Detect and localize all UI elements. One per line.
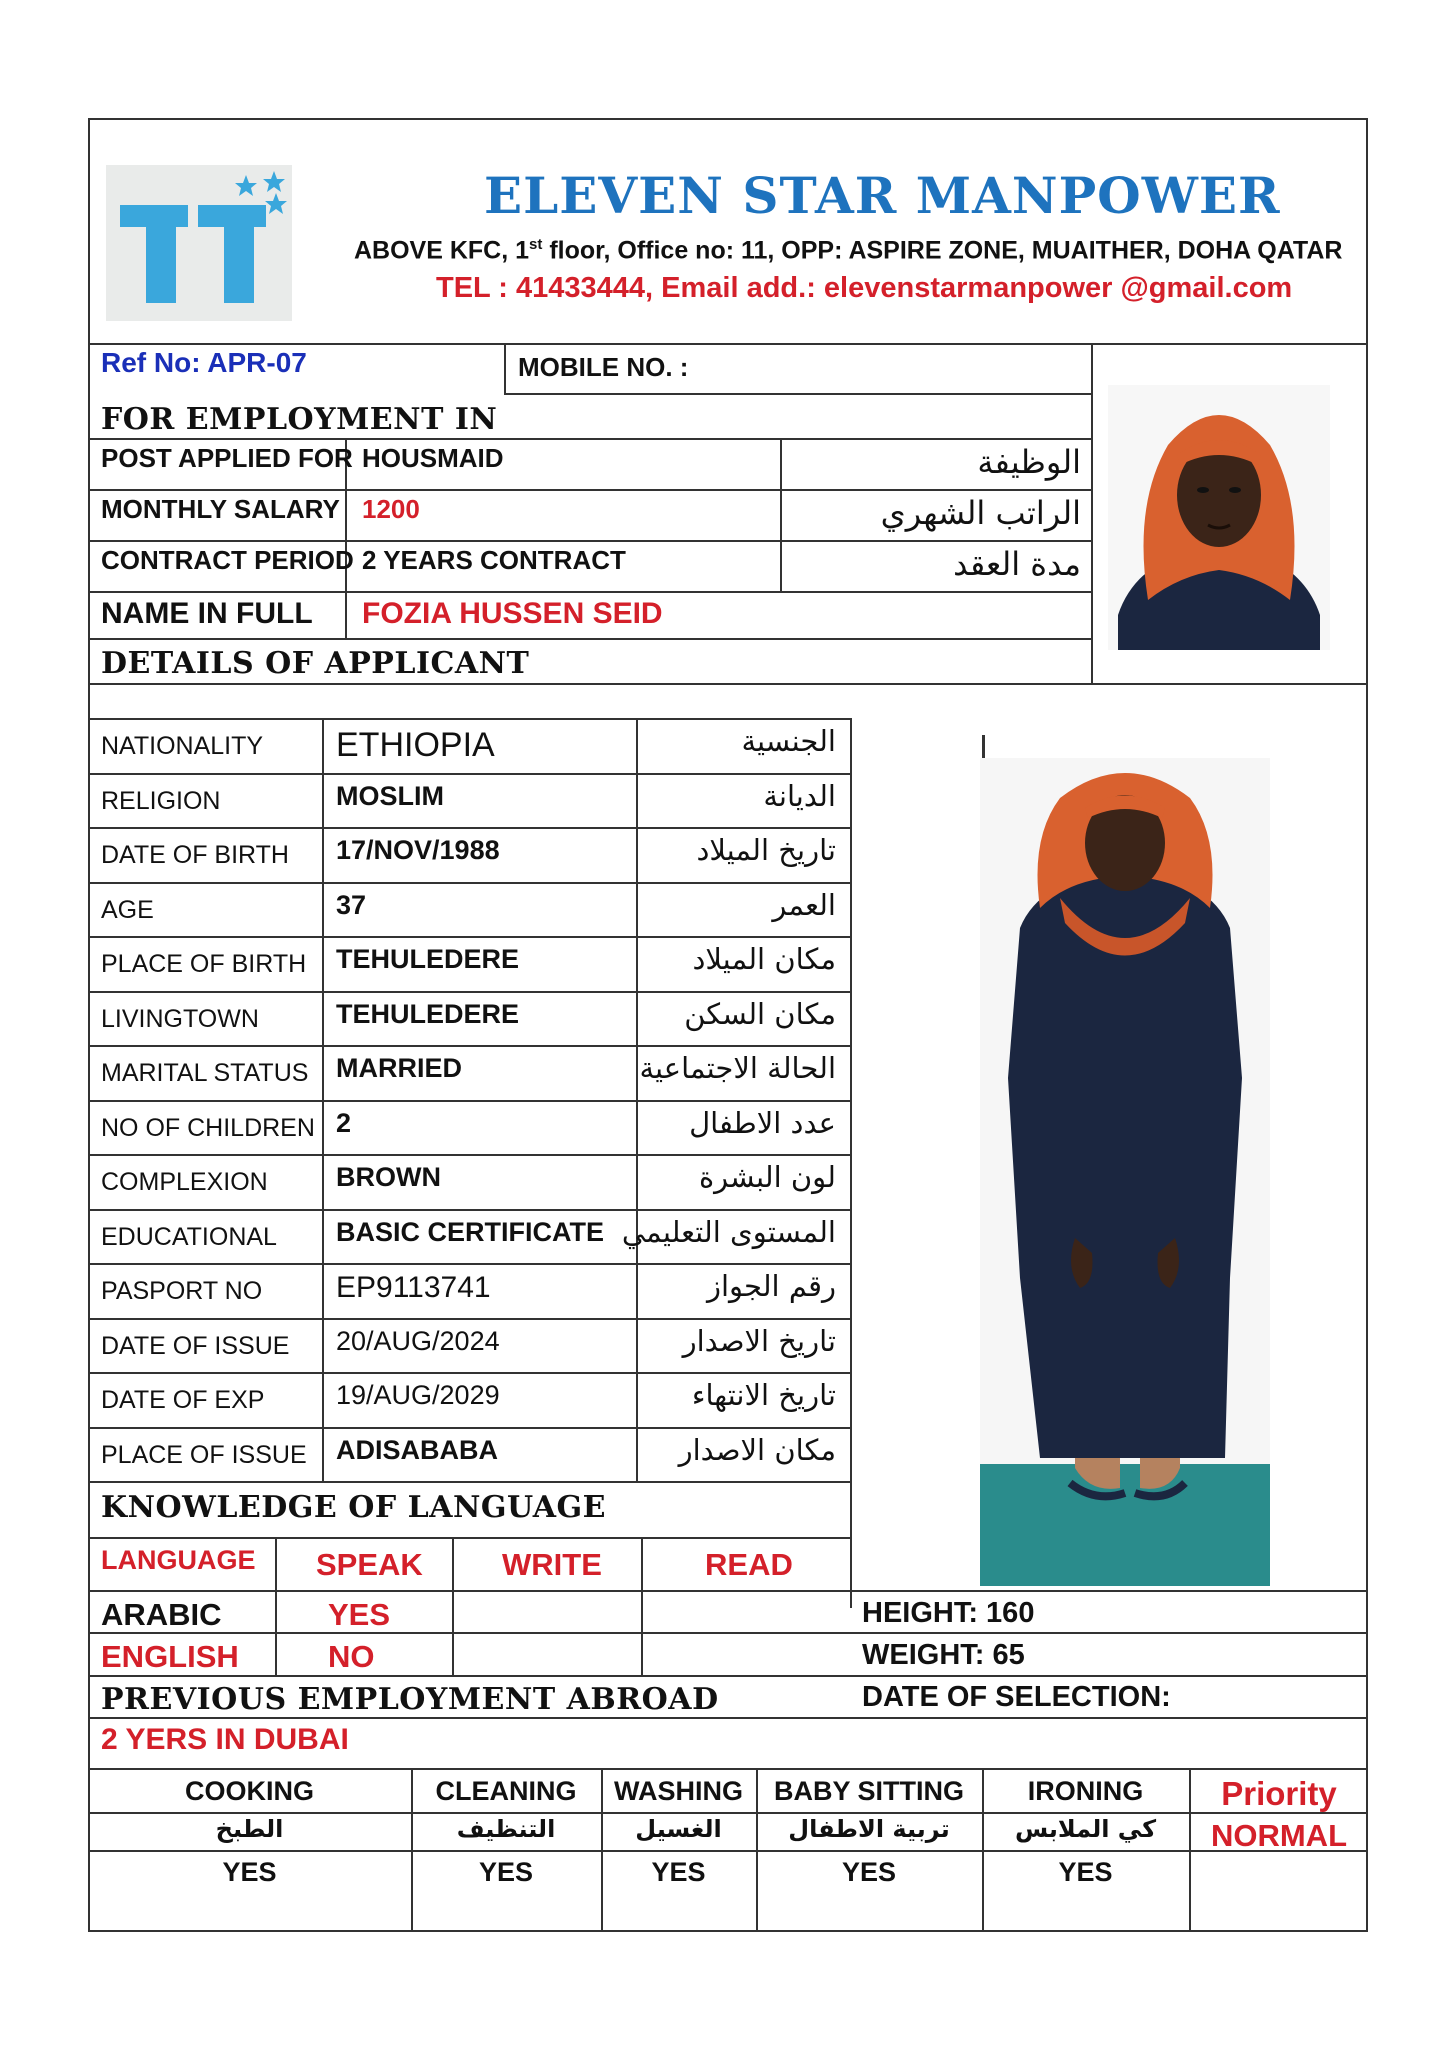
skill-value: YES bbox=[1058, 1857, 1113, 1887]
detail-value: TEHULEDERE bbox=[336, 999, 520, 1029]
lang-english-speak: NO bbox=[328, 1639, 375, 1674]
company-address: ABOVE KFC, 1st floor, Office no: 11, OPP: ASPIRE ZONE, MUAITHER, DOHA QATAR bbox=[354, 236, 1343, 265]
detail-arabic-label: مكان السكن bbox=[684, 997, 836, 1031]
contract-ar: مدة العقد bbox=[953, 545, 1081, 583]
detail-label: LIVINGTOWN bbox=[101, 1005, 259, 1033]
detail-arabic-label: المستوى التعليمي bbox=[621, 1215, 836, 1249]
detail-label: PLACE OF ISSUE bbox=[101, 1441, 307, 1469]
detail-label: RELIGION bbox=[101, 787, 221, 815]
detail-label: COMPLEXION bbox=[101, 1168, 268, 1196]
detail-value: 19/AUG/2029 bbox=[336, 1380, 500, 1410]
company-name: ELEVEN STAR MANPOWER bbox=[484, 166, 1281, 225]
detail-arabic-label: الحالة الاجتماعية bbox=[639, 1051, 836, 1085]
detail-label: DATE OF BIRTH bbox=[101, 841, 289, 869]
detail-label: AGE bbox=[101, 896, 154, 924]
weight-value: WEIGHT: 65 bbox=[862, 1639, 1025, 1671]
height-value: HEIGHT: 160 bbox=[862, 1597, 1035, 1629]
date-of-selection: DATE OF SELECTION: bbox=[862, 1681, 1171, 1713]
previous-value: 2 YERS IN DUBAI bbox=[101, 1723, 349, 1756]
previous-heading: PREVIOUS EMPLOYMENT ABROAD bbox=[101, 1682, 719, 1717]
skill-arabic-name: الغسيل bbox=[635, 1815, 722, 1843]
skill-arabic-name: التنظيف bbox=[456, 1815, 556, 1843]
lang-arabic-speak: YES bbox=[328, 1597, 391, 1632]
skill-arabic-name: تربية الاطفال bbox=[788, 1815, 950, 1843]
detail-value: MARRIED bbox=[336, 1053, 462, 1083]
contract-value: 2 YEARS CONTRACT bbox=[362, 545, 626, 575]
detail-label: MARITAL STATUS bbox=[101, 1059, 309, 1087]
skill-name: WASHING bbox=[613, 1776, 743, 1806]
detail-value: 20/AUG/2024 bbox=[336, 1326, 500, 1356]
detail-arabic-label: عدد الاطفال bbox=[689, 1106, 836, 1140]
post-label: POST APPLIED FOR bbox=[101, 443, 353, 473]
company-contact: TEL : 41433444, Email add.: elevenstarmanpower @gmail.com bbox=[436, 272, 1293, 304]
detail-label: DATE OF EXP bbox=[101, 1386, 265, 1414]
salary-label: MONTHLY SALARY bbox=[101, 494, 340, 524]
detail-arabic-label: الجنسية bbox=[741, 724, 836, 758]
skill-value: YES bbox=[478, 1857, 534, 1887]
detail-value: ETHIOPIA bbox=[336, 726, 495, 764]
mobile-label: MOBILE NO. : bbox=[518, 352, 689, 382]
contract-label: CONTRACT PERIOD bbox=[101, 545, 354, 575]
detail-label: DATE OF ISSUE bbox=[101, 1332, 290, 1360]
skill-name: COOKING bbox=[184, 1776, 314, 1806]
name-value: FOZIA HUSSEN SEID bbox=[362, 597, 663, 630]
detail-label: PLACE OF BIRTH bbox=[101, 950, 307, 978]
detail-value: TEHULEDERE bbox=[336, 944, 520, 974]
detail-arabic-label: العمر bbox=[772, 888, 836, 922]
detail-value: BROWN bbox=[336, 1162, 441, 1192]
applicant-portrait-photo bbox=[1108, 385, 1330, 650]
priority-value: NORMAL bbox=[1210, 1818, 1348, 1853]
name-label: NAME IN FULL bbox=[101, 597, 313, 630]
detail-value: BASIC CERTIFICATE bbox=[336, 1217, 604, 1247]
detail-arabic-label: مكان الميلاد bbox=[692, 942, 836, 976]
detail-value: 17/NOV/1988 bbox=[336, 835, 500, 865]
language-heading: KNOWLEDGE OF LANGUAGE bbox=[101, 1490, 607, 1525]
detail-value: EP9113741 bbox=[336, 1271, 491, 1304]
employment-heading: FOR EMPLOYMENT IN bbox=[101, 402, 498, 437]
detail-arabic-label: مكان الاصدار bbox=[678, 1433, 836, 1467]
salary-ar: الراتب الشهري bbox=[880, 494, 1081, 532]
lang-header-speak: SPEAK bbox=[316, 1547, 423, 1582]
details-heading: DETAILS OF APPLICANT bbox=[101, 646, 530, 681]
detail-label: PASPORT NO bbox=[101, 1277, 263, 1305]
lang-header-language: LANGUAGE bbox=[101, 1545, 256, 1575]
skill-name: BABY SITTING bbox=[773, 1776, 964, 1806]
skill-value: YES bbox=[651, 1857, 706, 1887]
company-logo bbox=[106, 165, 292, 321]
priority-label: Priority bbox=[1221, 1775, 1337, 1812]
detail-arabic-label: تاريخ الانتهاء bbox=[691, 1378, 836, 1412]
skill-arabic-name: الطبخ bbox=[215, 1815, 284, 1843]
detail-arabic-label: لون البشرة bbox=[698, 1160, 836, 1194]
lang-english: ENGLISH bbox=[101, 1639, 239, 1674]
detail-value: 37 bbox=[336, 890, 367, 920]
post-value: HOUSMAID bbox=[362, 443, 504, 473]
skill-arabic-name: كي الملابس bbox=[1014, 1815, 1157, 1843]
applicant-full-body-photo bbox=[980, 758, 1270, 1586]
detail-arabic-label: تاريخ الاصدار bbox=[682, 1324, 836, 1358]
lang-header-write: WRITE bbox=[502, 1547, 602, 1582]
skill-name: IRONING bbox=[1027, 1776, 1144, 1806]
detail-arabic-label: رقم الجواز bbox=[706, 1269, 836, 1303]
skill-name: CLEANING bbox=[435, 1776, 577, 1806]
lang-arabic: ARABIC bbox=[101, 1597, 222, 1632]
skill-value: YES bbox=[841, 1857, 897, 1887]
detail-value: ADISABABA bbox=[336, 1435, 498, 1465]
detail-label: NATIONALITY bbox=[101, 732, 264, 760]
detail-label: EDUCATIONAL bbox=[101, 1223, 277, 1251]
skill-value: YES bbox=[222, 1857, 277, 1887]
detail-arabic-label: الديانة bbox=[763, 779, 836, 813]
lang-header-read: READ bbox=[705, 1547, 793, 1582]
detail-label: NO OF CHILDREN bbox=[101, 1114, 315, 1142]
post-ar: الوظيفة bbox=[977, 443, 1081, 481]
detail-value: 2 bbox=[336, 1108, 352, 1138]
ref-number: Ref No: APR-07 bbox=[101, 347, 307, 378]
detail-arabic-label: تاريخ الميلاد bbox=[696, 833, 836, 867]
salary-value: 1200 bbox=[362, 494, 420, 524]
detail-value: MOSLIM bbox=[336, 781, 444, 811]
